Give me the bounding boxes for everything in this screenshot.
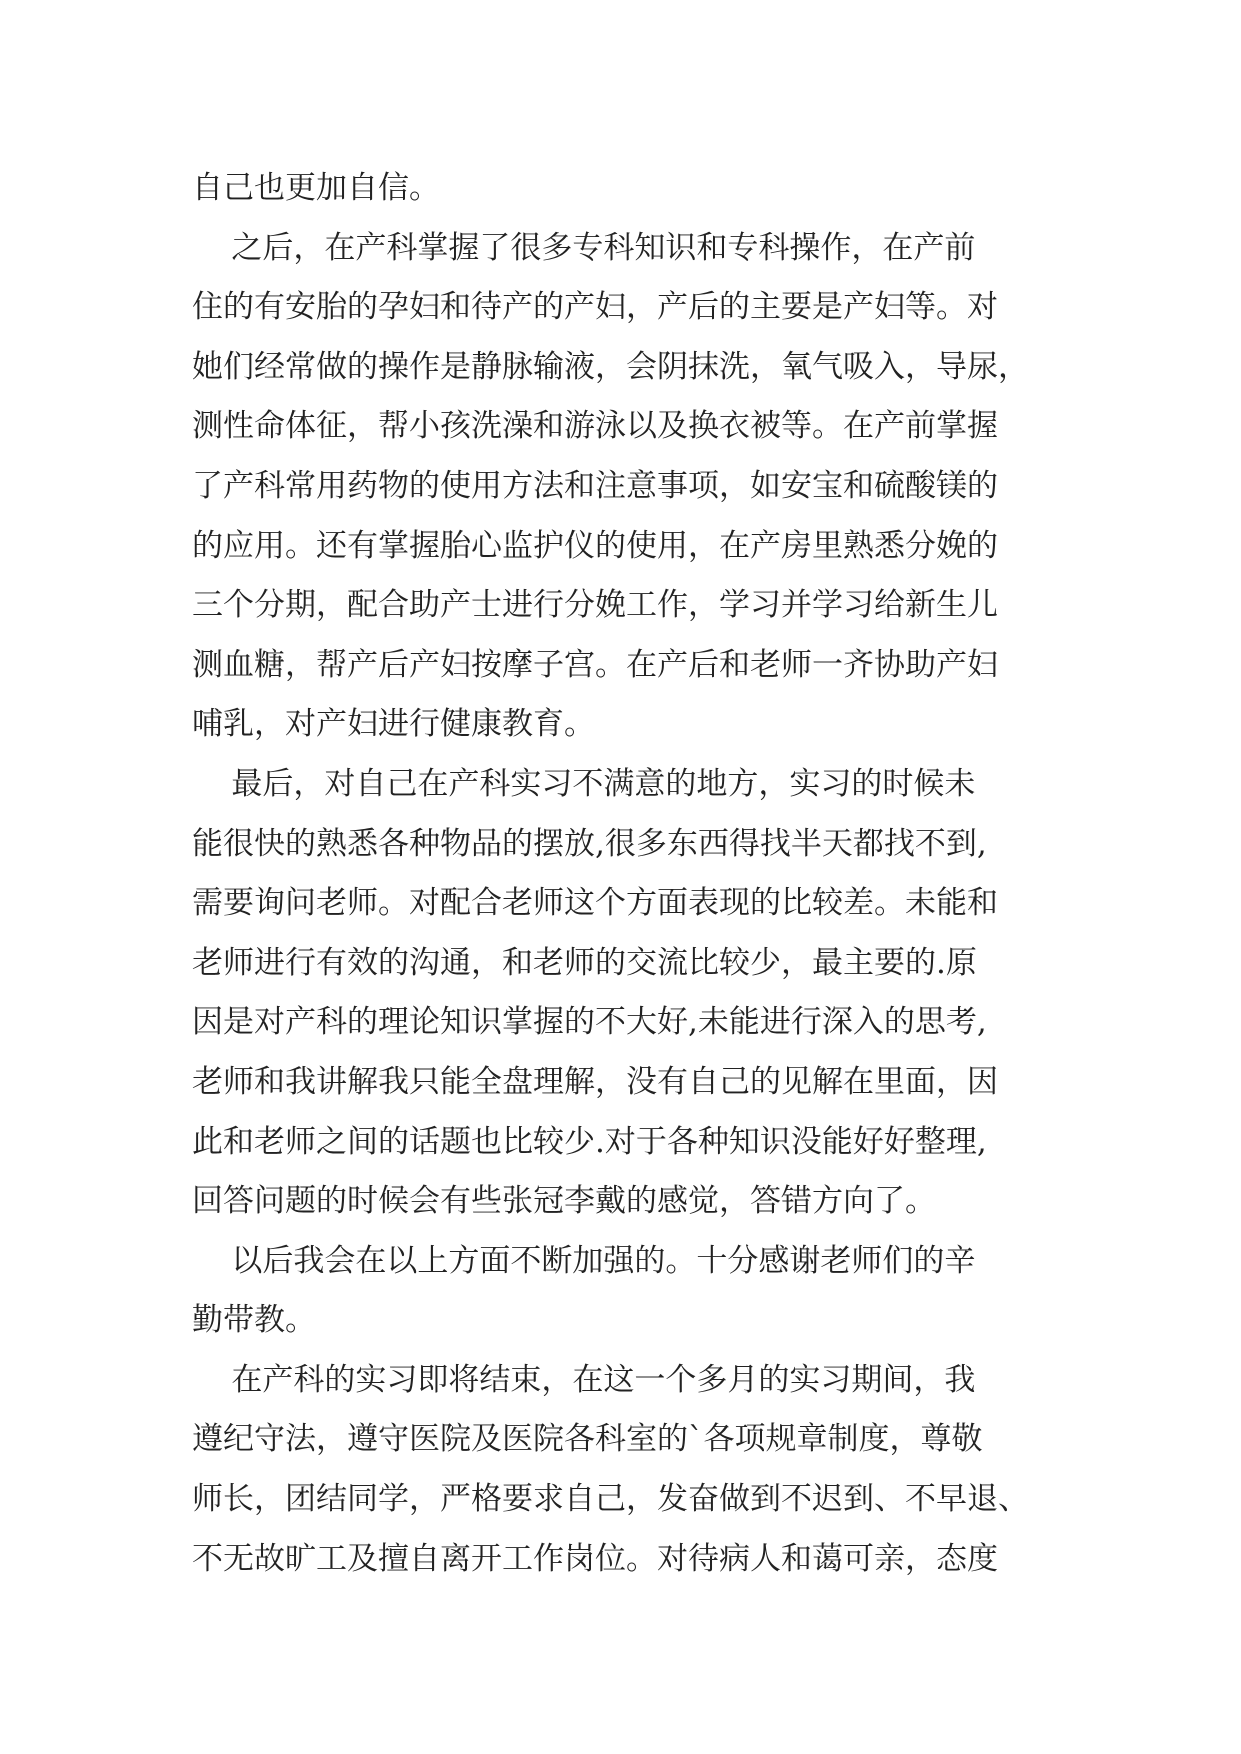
text-line: 最后，对自己在产科实习不满意的地方，实习的时候未 — [192, 765, 976, 802]
text-line: 哺乳，对产妇进行健康教育。 — [192, 706, 595, 743]
text-line: 师长，团结同学，严格要求自己，发奋做到不迟到、不早退、 — [192, 1481, 1029, 1518]
text-line: 不无故旷工及擅自离开工作岗位。对待病人和蔼可亲，态度 — [192, 1540, 998, 1577]
text-line: 老师和我讲解我只能全盘理解，没有自己的见解在里面，因 — [192, 1063, 998, 1100]
text-line: 之后，在产科掌握了很多专科知识和专科操作，在产前 — [192, 229, 976, 266]
text-line: 需要询问老师。对配合老师这个方面表现的比较差。未能和 — [192, 885, 998, 922]
text-line: 遵纪守法，遵守医院及医院各科室的`各项规章制度，尊敬 — [192, 1421, 983, 1458]
text-line: 的应用。还有掌握胎心监护仪的使用，在产房里熟悉分娩的 — [192, 527, 998, 564]
text-line: 在产科的实习即将结束，在这一个多月的实习期间，我 — [192, 1361, 976, 1398]
text-line: 老师进行有效的沟通，和老师的交流比较少，最主要的.原 — [192, 944, 977, 981]
text-line: 能很快的熟悉各种物品的摆放,很多东西得找半天都找不到, — [192, 825, 987, 862]
text-line: 回答问题的时候会有些张冠李戴的感觉，答错方向了。 — [192, 1183, 936, 1220]
text-line: 此和老师之间的话题也比较少.对于各种知识没能好好整理, — [192, 1123, 987, 1160]
text-line: 了产科常用药物的使用方法和注意事项，如安宝和硫酸镁的 — [192, 467, 998, 504]
document-body — [192, 159, 1052, 1589]
text-line: 三个分期，配合助产士进行分娩工作，学习并学习给新生儿 — [192, 587, 998, 624]
text-line: 测性命体征，帮小孩洗澡和游泳以及换衣被等。在产前掌握 — [192, 408, 998, 445]
text-line: 住的有安胎的孕妇和待产的产妇，产后的主要是产妇等。对 — [192, 289, 998, 326]
text-line: 自己也更加自信。 — [192, 170, 440, 206]
text-line: 因是对产科的理论知识掌握的不大好,未能进行深入的思考, — [192, 1004, 987, 1041]
text-line: 勤带教。 — [192, 1302, 316, 1339]
text-line: 她们经常做的操作是静脉输液，会阴抹洗，氧气吸入，导尿， — [192, 348, 1029, 385]
text-line: 测血糖，帮产后产妇按摩子宫。在产后和老师一齐协助产妇 — [192, 646, 998, 683]
text-line: 以后我会在以上方面不断加强的。十分感谢老师们的辛 — [192, 1242, 976, 1279]
